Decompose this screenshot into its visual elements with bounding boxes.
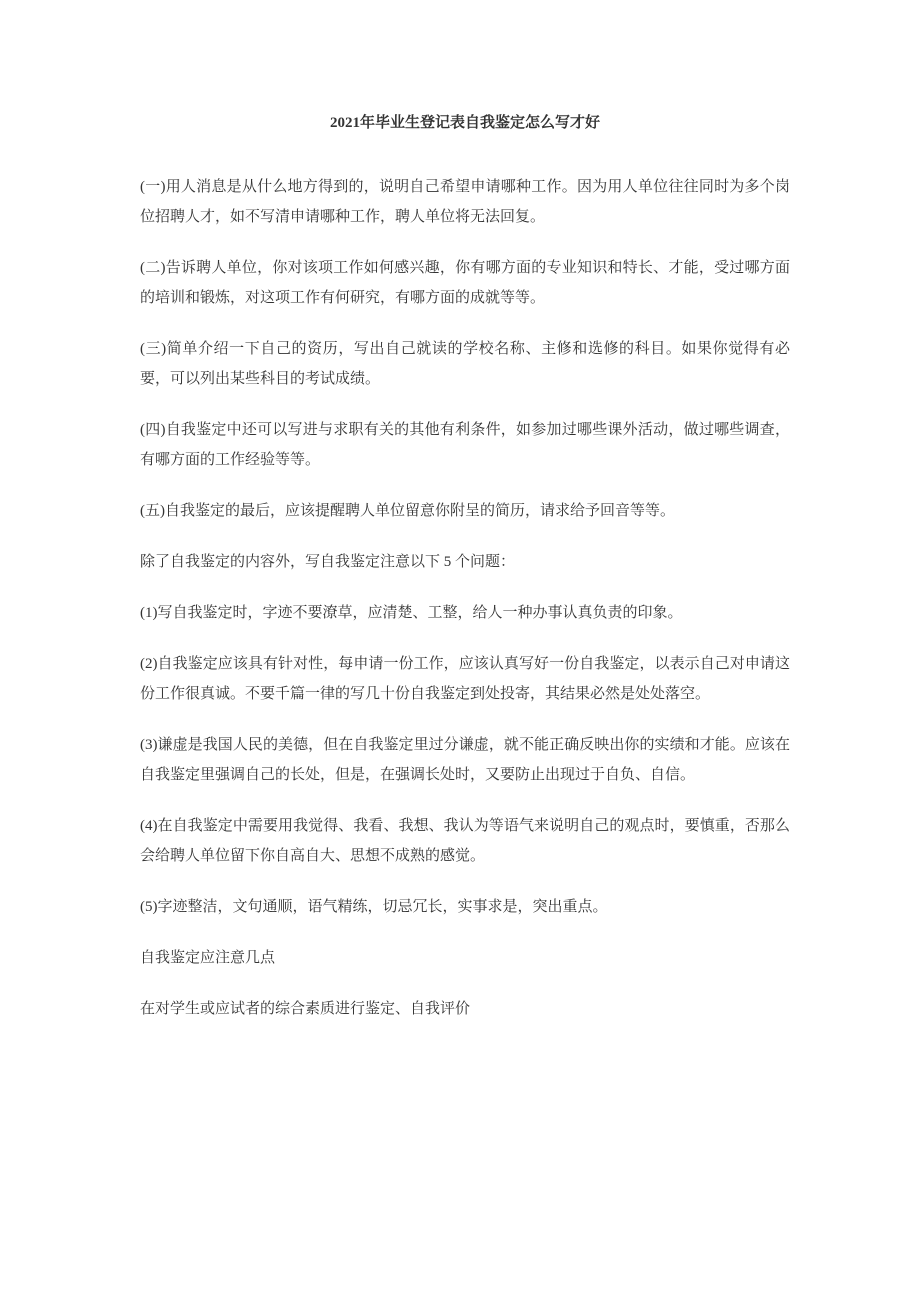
paragraph-1: (一)用人消息是从什么地方得到的，说明自己希望申请哪种工作。因为用人单位往往同时为多个岗位招聘人才，如不写清申请哪种工作，聘人单位将无法回复。 bbox=[140, 179, 790, 225]
paragraph-2: (二)告诉聘人单位，你对该项工作如何感兴趣，你有哪方面的专业知识和特长、才能，受过哪方面的培训和锻炼，对这项工作有何研究，有哪方面的成就等等。 bbox=[140, 260, 790, 306]
paragraph-12: 自我鉴定应注意几点 bbox=[140, 950, 276, 966]
paragraph-4: (四)自我鉴定中还可以写进与求职有关的其他有利条件，如参加过哪些课外活动，做过哪些调查，有哪方面的工作经验等等。 bbox=[140, 422, 790, 468]
paragraph-8: (2)自我鉴定应该具有针对性，每申请一份工作，应该认真写好一份自我鉴定，以表示自己对申请这份工作很真诚。不要千篇一律的写几十份自我鉴定到处投寄，其结果必然是处处落空。 bbox=[140, 656, 790, 702]
paragraph-13: 在对学生或应试者的综合素质进行鉴定、自我评价 bbox=[140, 1001, 471, 1017]
paragraph-11: (5)字迹整洁，文句通顺，语气精练，切忌冗长，实事求是，突出重点。 bbox=[140, 899, 608, 915]
paragraph-7: (1)写自我鉴定时，字迹不要潦草，应清楚、工整，给人一种办事认真负责的印象。 bbox=[140, 605, 683, 621]
document-body bbox=[140, 172, 790, 1024]
paragraph-9: (3)谦虚是我国人民的美德，但在自我鉴定里过分谦虚，就不能正确反映出你的实绩和才能。应该在自我鉴定里强调自己的长处，但是，在强调长处时，又要防止出现过于自负、自信。 bbox=[140, 737, 790, 783]
paragraph-3: (三)简单介绍一下自己的资历，写出自己就读的学校名称、主修和选修的科目。如果你觉得有必要，可以列出某些科目的考试成绩。 bbox=[140, 341, 790, 387]
paragraph-10: (4)在自我鉴定中需要用我觉得、我看、我想、我认为等语气来说明自己的观点时，要慎重，否那么会给聘人单位留下你自高自大、思想不成熟的感觉。 bbox=[140, 818, 790, 864]
paragraph-5: (五)自我鉴定的最后，应该提醒聘人单位留意你附呈的简历，请求给予回音等等。 bbox=[140, 503, 675, 519]
paragraph-6: 除了自我鉴定的内容外，写自我鉴定注意以下 5 个问题： bbox=[140, 554, 516, 570]
document-title: 2021年毕业生登记表自我鉴定怎么写才好 bbox=[329, 115, 600, 131]
